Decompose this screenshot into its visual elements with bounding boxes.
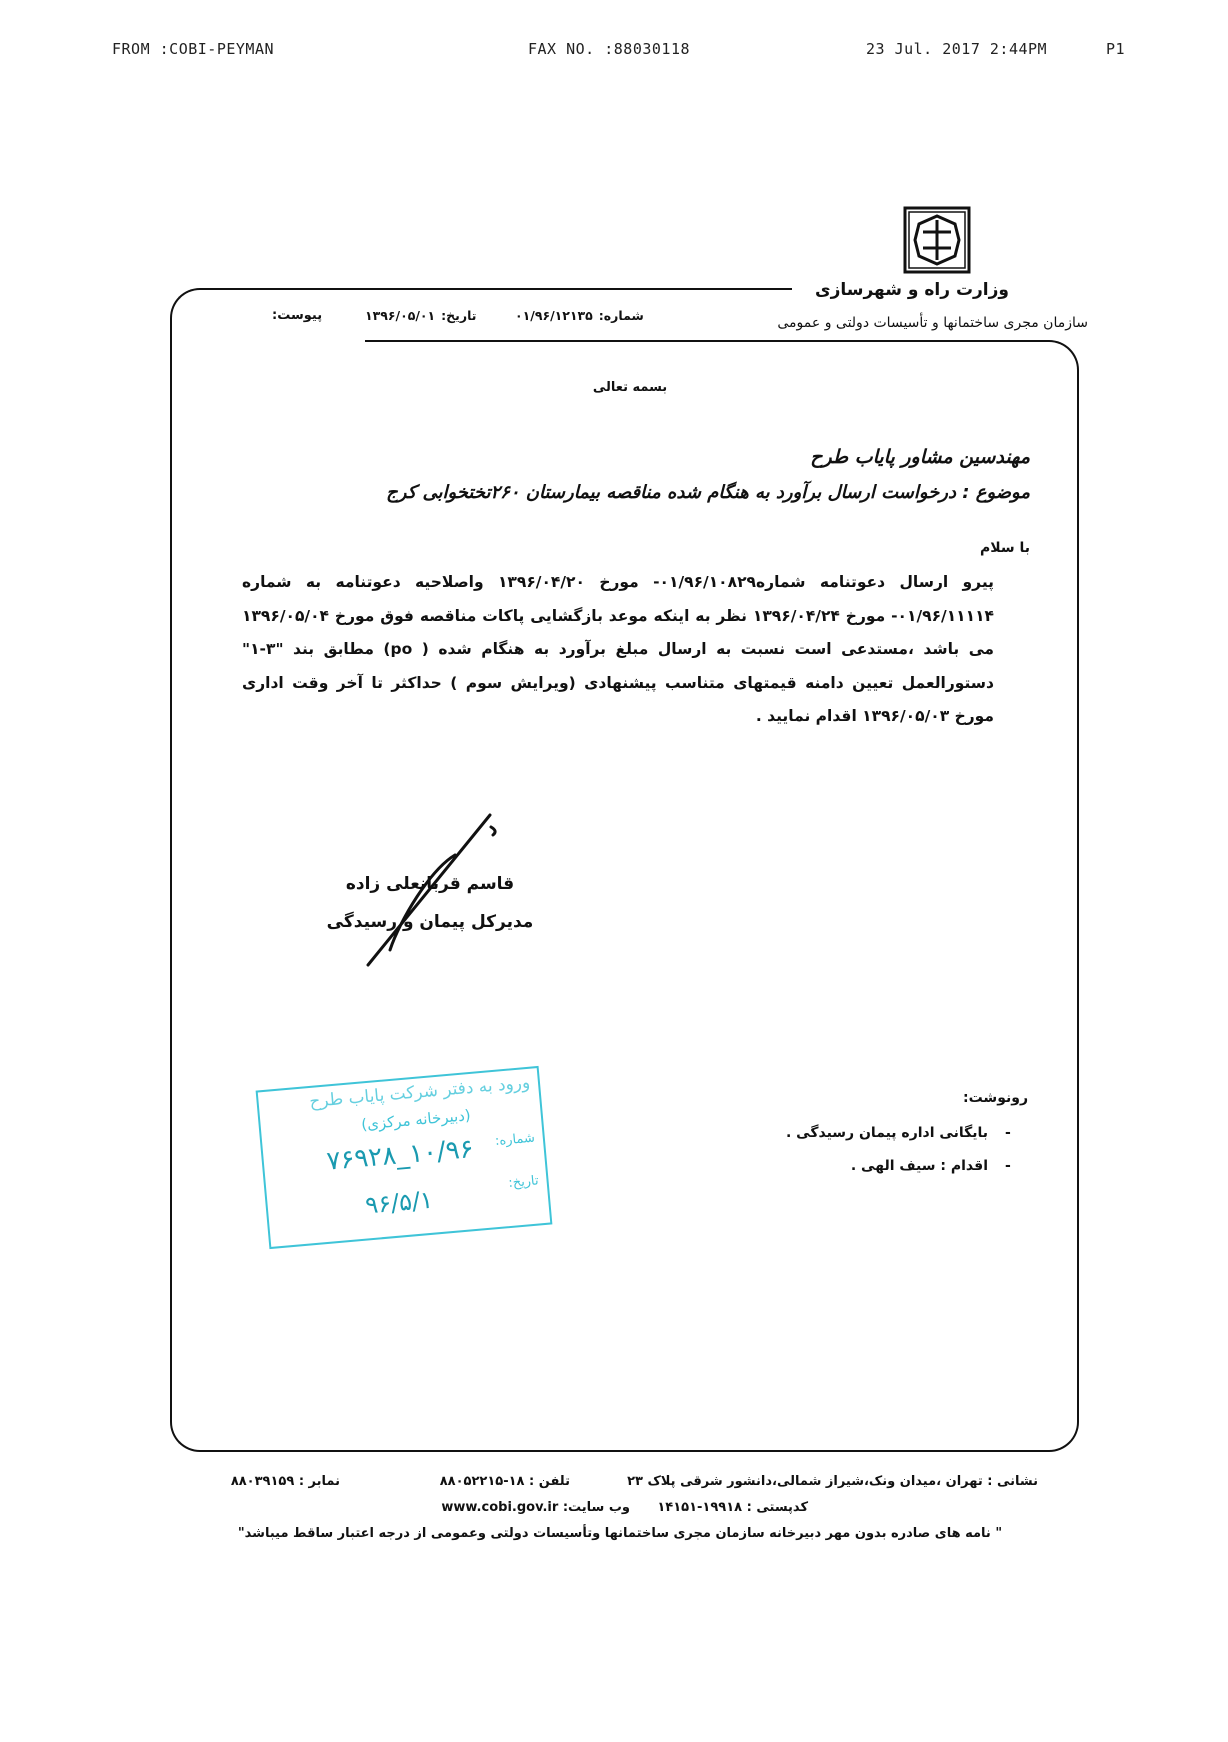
footer-phone: تلفن : ۱۸-۸۸۰۵۲۲۱۵ xyxy=(439,1474,570,1489)
ministry-logo-icon xyxy=(903,206,971,274)
invocation: بسمه تعالی xyxy=(592,380,668,395)
signatory-name: قاسم قربانعلی زاده xyxy=(345,874,515,894)
footer-postal-code: کدپستی : ۱۹۹۱۸-۱۴۱۵۱ xyxy=(657,1500,808,1515)
received-stamp xyxy=(256,1066,553,1249)
attachment-label: پیوست: xyxy=(272,308,323,323)
greeting: با سلام xyxy=(979,540,1030,556)
stamp-date-value: ۹۶/۵/۱ xyxy=(364,1185,435,1220)
cc-item: اقدام : سیف الهی . xyxy=(850,1158,988,1174)
stamp-date-label: تاریخ: xyxy=(507,1173,540,1191)
number-value: ۰۱/۹۶/۱۲۱۳۵ xyxy=(515,308,593,323)
date-value: ۱۳۹۶/۰۵/۰۱ xyxy=(365,308,436,323)
cc-item: بایگانی اداره پیمان رسیدگی . xyxy=(785,1125,988,1141)
recipient: مهندسین مشاور پایاب طرح xyxy=(810,446,1030,468)
footer-fax: نمابر : ۸۸۰۳۹۱۵۹ xyxy=(230,1474,340,1489)
signatory-title: مدیرکل پیمان و رسیدگی xyxy=(326,912,534,932)
stamp-number-label: شماره: xyxy=(494,1130,536,1149)
letter-date xyxy=(365,308,476,323)
organization-name: سازمان مجری ساختمانها و تأسیسات دولتی و عمومی xyxy=(773,313,1092,333)
footer-notice: " نامه های صادره بدون مهر دبیرخانه سازمان مجری ساختمانها وتأسیسات دولتی وعمومی از درجه اعتبار ساقط میباشد" xyxy=(237,1526,1003,1541)
footer-address: نشانی : تهران ،میدان ونک،شیراز شمالی،دانشور شرقی پلاک ۲۳ xyxy=(627,1474,1038,1489)
letter-body: پیرو ارسال دعوتنامه شماره۰۱/۹۶/۱۰۸۲۹- مورخ ۱۳۹۶/۰۴/۲۰ واصلاحیه دعوتنامه به شماره ۰۱/۹۶/۱۱۱۱۴- مورخ ۱۳۹۶/۰۴/۲۴ نظر به اینکه موعد بازگشایی پاکات مناقصه فوق مورخ ۱۳۹۶/۰۵/۰۴ می باشد ،مستدعی است نسبت به ارسال مبلغ برآورد به هنگام شده ( po) مطابق بند "۳-۱" دستورالعمل تعیین دامنه قیمتهای متناسب پیشنهادی (ویرایش سوم ) حداکثر تا آخر وقت اداری مورخ ۱۳۹۶/۰۵/۰۳ اقدام نمایید . xyxy=(242,573,994,725)
cc-dash: - xyxy=(1005,1125,1011,1141)
ministry-name: وزارت راه و شهرسازی xyxy=(811,280,1013,300)
cc-dash: - xyxy=(1005,1158,1011,1174)
stamp-line2: (دبیرخانه مرکزی) xyxy=(360,1106,472,1134)
fax-number: FAX NO. :88030118 xyxy=(528,40,691,58)
handwritten-signature xyxy=(360,810,500,974)
stamp-line1: ورود به دفتر شرکت پایاب طرح xyxy=(308,1072,531,1112)
date-label: تاریخ: xyxy=(441,308,477,323)
fax-from: FROM :COBI-PEYMAN xyxy=(112,40,275,58)
subject: موضوع : درخواست ارسال برآورد به هنگام شده مناقصه بیمارستان ۲۶۰تختخوابی کرج xyxy=(386,482,1030,503)
fax-datetime: 23 Jul. 2017 2:44PM xyxy=(866,40,1048,58)
footer-website[interactable]: وب سایت: www.cobi.gov.ir xyxy=(441,1500,630,1515)
number-label: شماره: xyxy=(598,308,644,323)
letter-number xyxy=(515,308,644,323)
cc-label: رونوشت: xyxy=(963,1090,1028,1106)
stamp-number-value: ۱۰/۹۶_۷۶۹۲۸ xyxy=(325,1133,475,1177)
fax-page: P1 xyxy=(1106,40,1126,58)
